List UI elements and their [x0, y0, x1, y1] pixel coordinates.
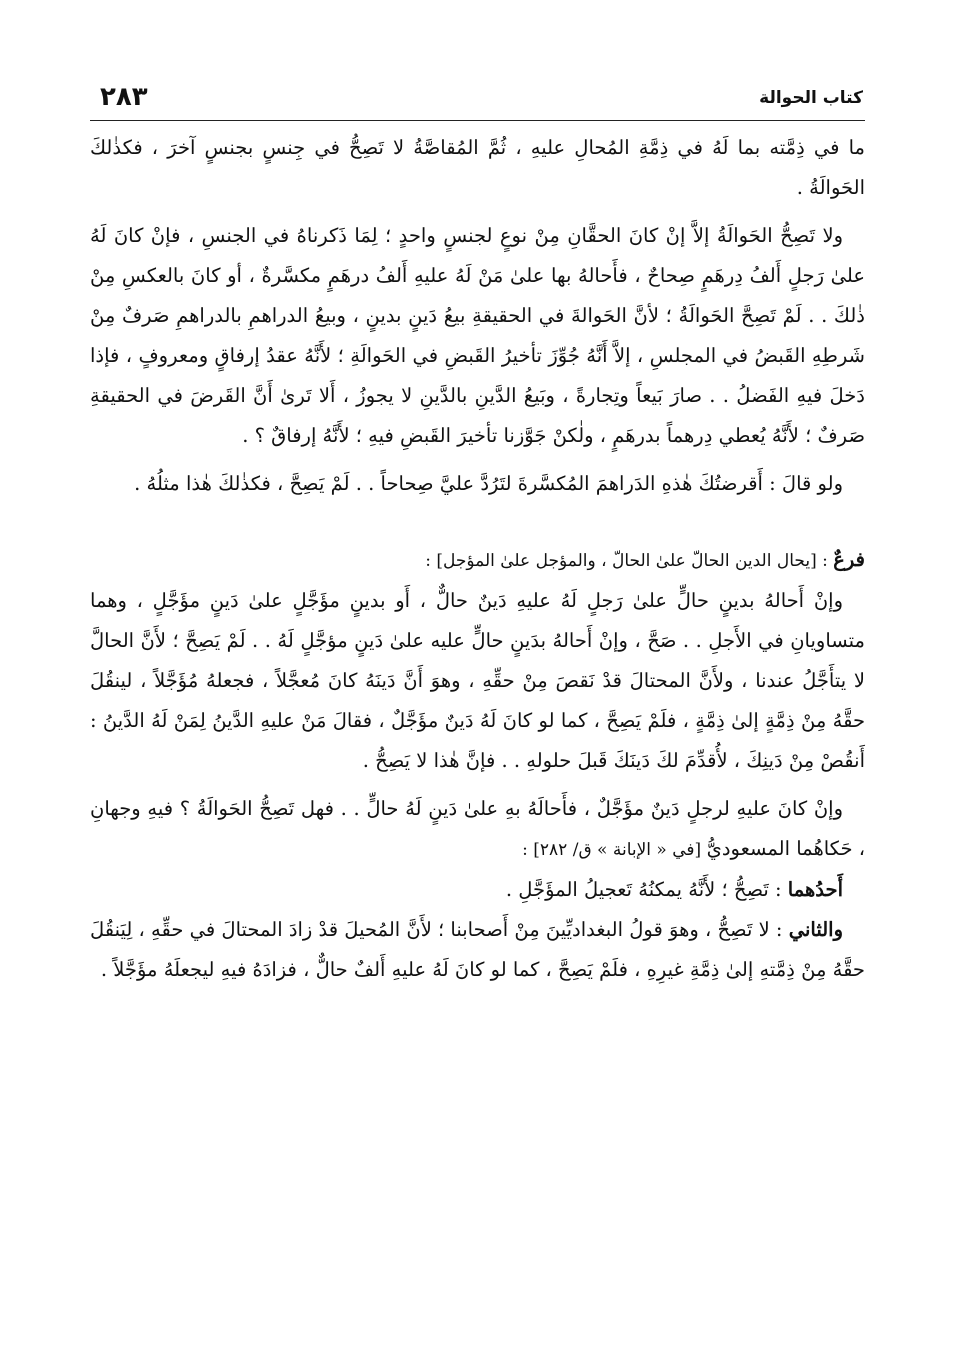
paragraph-7: [90, 910, 865, 990]
paragraph-5-text: وإنْ كانَ عليهِ لرجلٍ دَينٌ مؤَجَّلٌ ، فأَحالَهُ بهِ علىٰ دَينٍ لَهُ حالٍّ . . فهل تَصِحُّ الحَوالَةُ ؟ فيهِ وجهانِ ، حَكاهُما المسعوديُّ: [90, 797, 865, 860]
first-view-text: : تَصِحُّ ؛ لأَنَّهُ يمكنُهُ تَعجيلُ المؤَجَّلِ .: [505, 878, 788, 901]
page-body: [90, 128, 865, 990]
paragraph-4: وإنْ أَحالهُ بدينٍ حالٍّ علىٰ رَجلٍ لَهُ عليهِ دَينٌ حالٌّ ، أَو بدينٍ مؤَجَّلٍ علىٰ دَينٍ مؤَجَّلٍ ، وهما متساويانِ في الأَجلِ . . صَحَّ ، وإنْ أَحالهُ بدَينٍ حالٍّ عليه علىٰ دَينٍ مؤجَّلٍ لَهُ . . لَمْ يَصِحَّ ؛ لأَنَّ الحالَّ لا يتأَجَّلُ عندنا ، ولأَنَّ المحتالَ قدْ نَقصَ مِنْ حقِّهِ ، وهوَ أَنَّ دَينَهُ كانَ مُعجَّلاً ، فجعلهُ مُؤَجَّلاً ، لينقُلَ حقَّهُ مِنْ ذِمَّةٍ إلىٰ ذِمَّةٍ ، فلَمْ يَصِحَّ ، كما لو كانَ لَهُ دَينٌ مؤَجَّلٌ ، فقالَ مَنْ عليهِ الدَّينُ لِمَنْ لَهُ الدَّينُ : أَنقُصْ مِنْ دَينِكَ ، لأُقدِّمَ لكَ دَينَكَ قَبلَ حلولهِ . . فإنَّ هٰذا لا يَصِحُّ .: [90, 589, 865, 772]
paragraph-1: ما في ذِمَّته بما لَهُ في ذِمَّةِ المُحالِ عليهِ ، ثُمَّ المُقاصَّةُ لا تَصِحُّ في جِنسٍ بجنسٍ آخرَ ، فكذٰلكَ الحَوالَةُ .: [90, 136, 865, 199]
section-heading: [90, 540, 865, 581]
running-title: كتاب الحوالة: [759, 88, 863, 108]
far-label: فرعٌ: [833, 548, 865, 571]
paragraph-6: [90, 870, 865, 910]
page-number: ٢٨٣: [100, 82, 148, 112]
paragraph-3: ولو قالَ : أَقرضتُكَ هٰذهِ الدَراهمَ المُكسَّرةَ لتَرُدَّ عليَّ صِحاحاً . . لَمْ يَصِحَّ ، فكذٰلكَ هٰذا مثلُهُ .: [134, 472, 843, 495]
paragraph-5: [90, 789, 865, 870]
far-title: : [يحال الدين الحالّ علىٰ الحالّ ، والمؤجل علىٰ المؤجل] :: [425, 551, 834, 571]
second-view-text: : لا تَصِحُّ ، وهوَ قولُ البغداديِّينَ مِنْ أَصحابنا ؛ لأَنَّ المُحيلَ قدْ زادَ المحتالَ في حقِّهِ ، لِيَنقُلَ حقَّهُ مِنْ ذِمَّتهِ إلىٰ ذِمَّةِ غيرِهِ ، فلَمْ يَصِحَّ ، كما لو كانَ لَهُ عليهِ أَلفٌ حالٌّ ، فزادَهُ فيهِ ليجعلَهُ مؤَجَّلاً .: [90, 918, 865, 981]
paragraph-2: ولا تَصِحُّ الحَوالَةُ إلاَّ إنْ كانَ الحقَّانِ مِنْ نوعٍ لجنسٍ واحدٍ ؛ لِمَا ذَكرناهُ في الجنسِ ، فإنْ كانَ لَهُ علىٰ رَجلٍ أَلفُ دِرهَمٍ صِحاحٌ ، فأَحالهُ بها علىٰ مَنْ لَهُ عليهِ أَلفُ درهَمٍ مكسَّرةٌ ، أو كانَ بالعكسِ مِنْ ذٰلكَ . . لَمْ تَصِحَّ الحَوالَةُ ؛ لأنَّ الحَوالةَ في الحقيقةِ بيعُ دَينٍ بدينٍ ، وبيعُ الدراهمِ بالدراهمِ صَرفٌ مِنْ شَرطِهِ القَبضُ في المجلسِ ، إلاَّ أَنَّهُ جُوِّزَ تأخيرُ القَبضِ في الحَوالَةِ ؛ لأَنَّهُ عقدُ إرفاقٍ ومعروفٍ ، فإذا دَخلَ فيهِ الفَضلُ . . صارَ بَيعاً وتِجارةً ، وبَيعُ الدَّينِ بالدَّينِ لا يجوزُ ، أَلا تَرىٰ أَنَّ القَرضَ في الحقيقةِ صَرفٌ ؛ لأَنَّهُ يُعطي دِرهماً بدرهَمٍ ، ولٰكنْ جَوَّزنا تأخيرَ القَبضِ فيهِ ؛ لأَنَّهُ إرفاقٌ ؟ .: [90, 224, 865, 447]
second-view-label: والثاني: [788, 918, 843, 941]
page-header: [90, 80, 865, 121]
first-view-label: أَحدُهما: [787, 878, 843, 901]
paragraph-5-ref: [في « الإبانة » ق/ ٢٨٢] :: [522, 840, 707, 860]
